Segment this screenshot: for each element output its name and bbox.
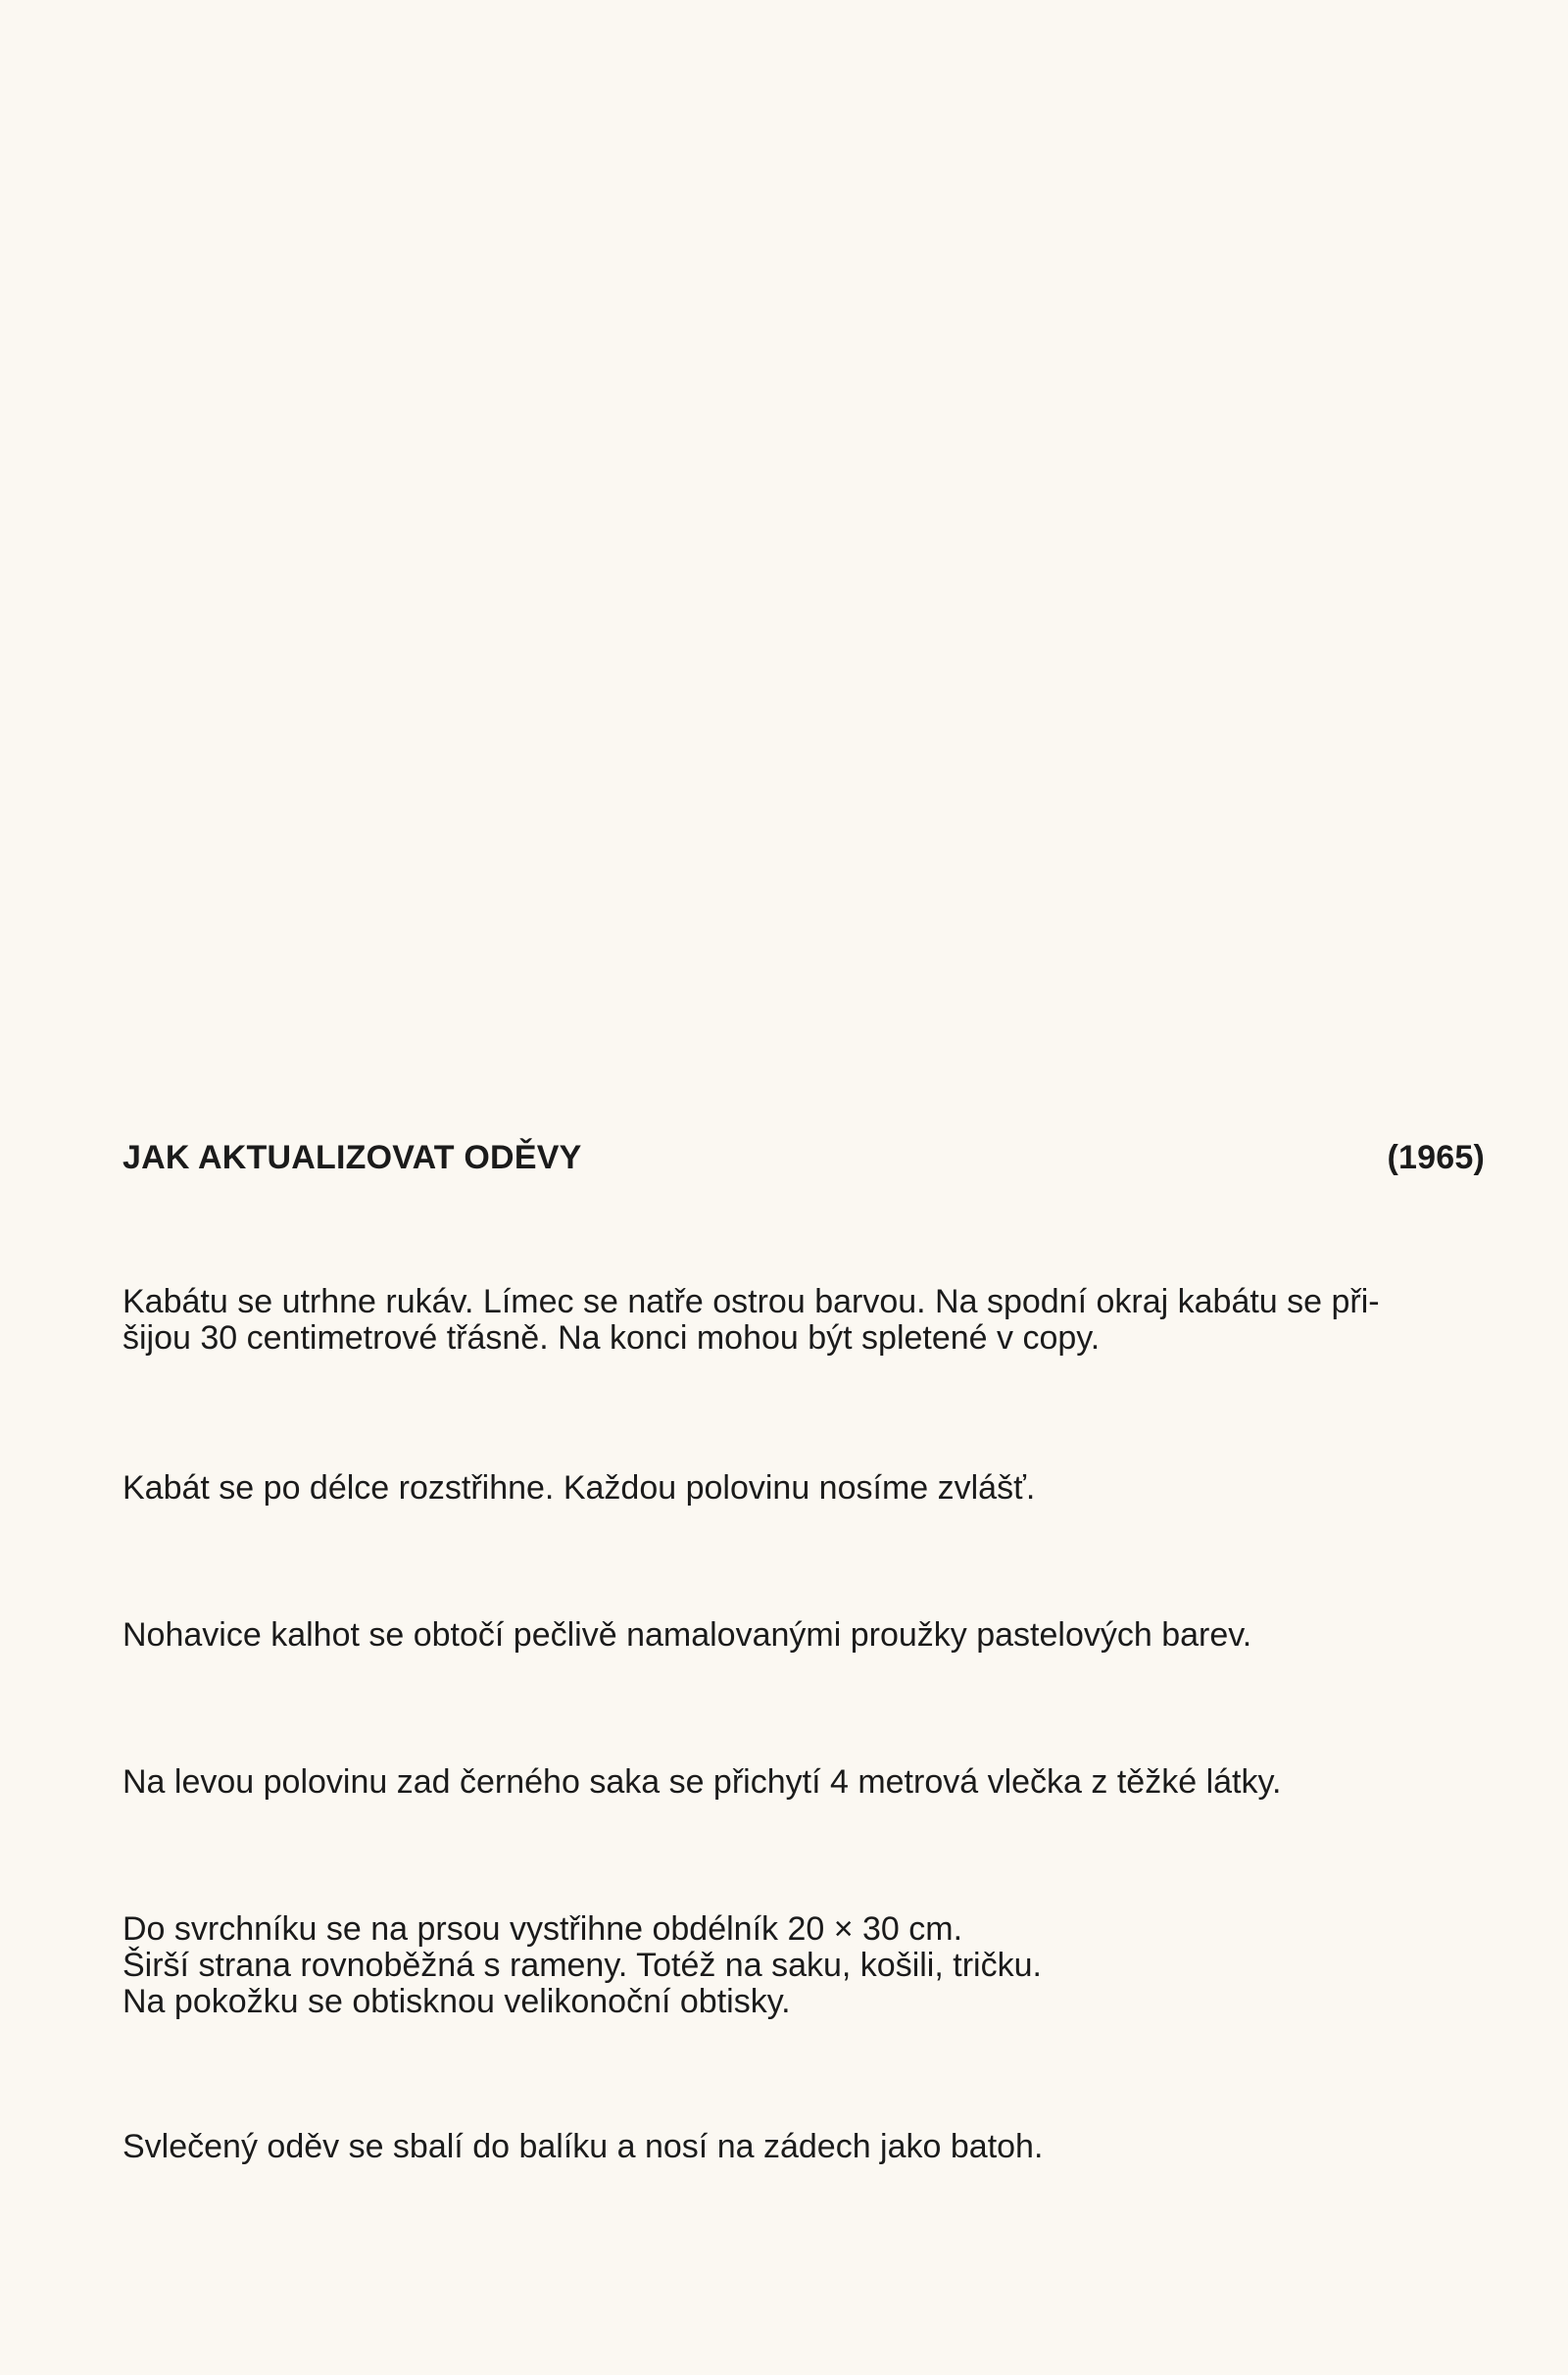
paragraph-line: Kabát se po délce rozstřihne. Každou polovinu nosíme zvlášť. (122, 1469, 1036, 1507)
year-label: (1965) (1387, 1139, 1485, 1176)
paragraph-1 (122, 1284, 1485, 1357)
paragraph-line: Kabátu se utrhne rukáv. Límec se natře ostrou barvou. Na spodní okraj kabátu se při- (122, 1283, 1380, 1320)
paragraph-3 (122, 1617, 1485, 1654)
paragraph-6 (122, 2129, 1485, 2165)
paragraph-5 (122, 1911, 1485, 2020)
page-title: JAK AKTUALIZOVAT ODĚVY (122, 1139, 582, 1176)
paragraph-line: Svlečený oděv se sbalí do balíku a nosí na zádech jako batoh. (122, 2128, 1044, 2165)
paragraph-line: Nohavice kalhot se obtočí pečlivě namalovanými proužky pastelových barev. (122, 1616, 1252, 1654)
paragraph-line: šijou 30 centimetrové třásně. Na konci mohou být spletené v copy. (122, 1319, 1101, 1357)
paragraph-2 (122, 1470, 1485, 1507)
paragraph-line: Na pokožku se obtisknou velikonoční obtisky. (122, 1983, 791, 2020)
paragraph-line: Na levou polovinu zad černého saka se přichytí 4 metrová vlečka z těžké látky. (122, 1763, 1282, 1801)
paragraph-4 (122, 1764, 1485, 1801)
paragraph-line: Do svrchníku se na prsou vystřihne obdélník 20 × 30 cm. (122, 1910, 963, 1948)
title-row (122, 1139, 1485, 1188)
paragraph-line: Širší strana rovnoběžná s rameny. Totéž na saku, košili, tričku. (122, 1947, 1042, 1984)
